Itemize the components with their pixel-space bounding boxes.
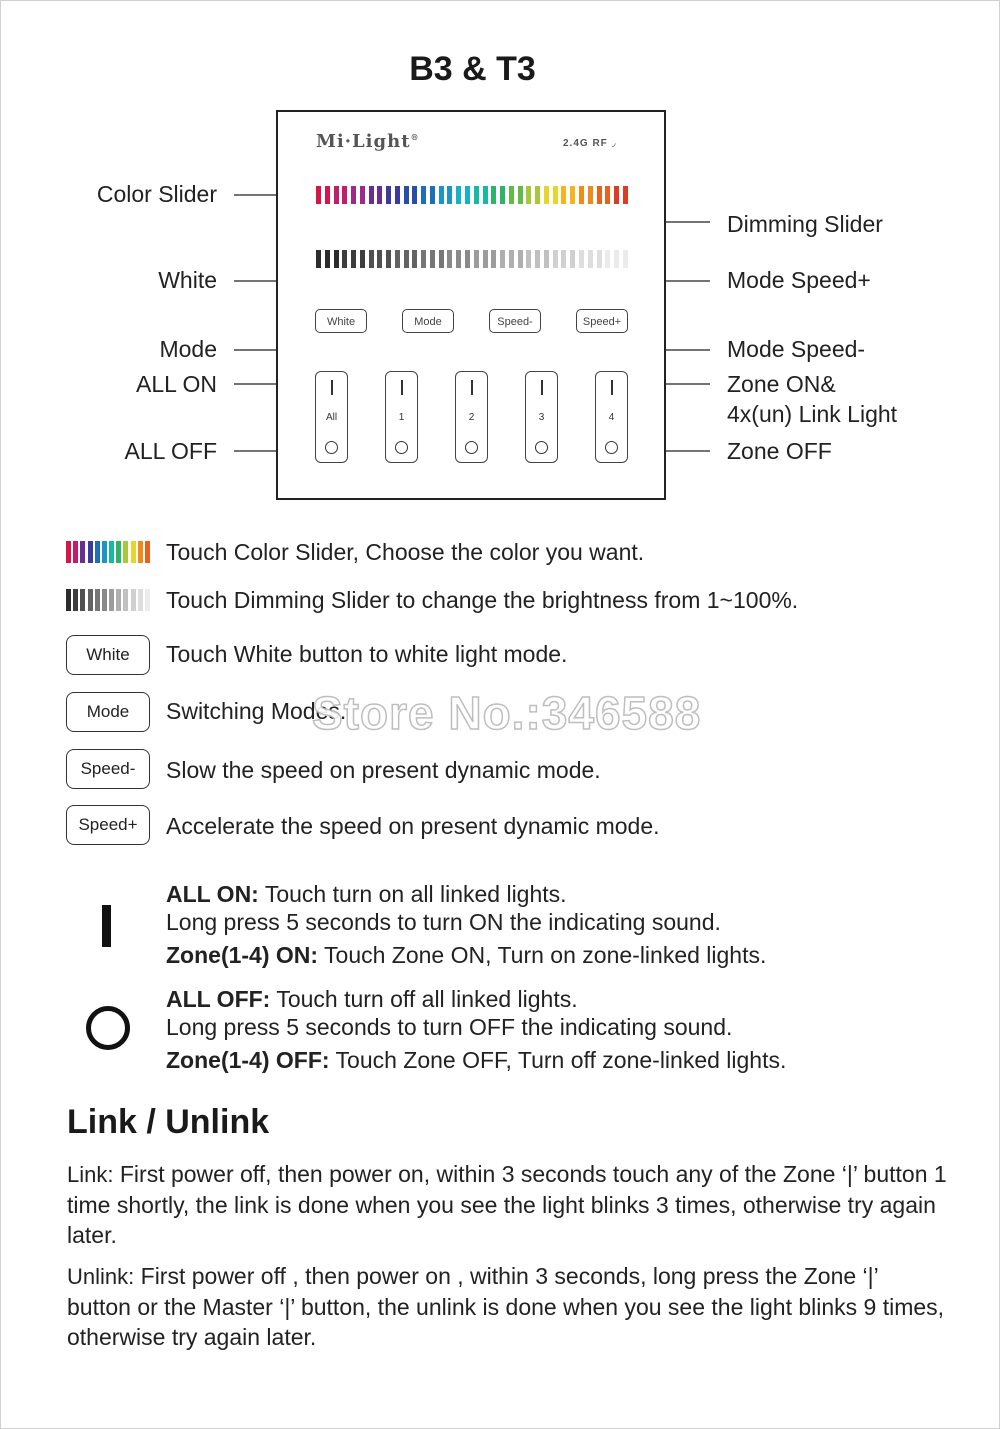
legend-speed-plus-text: Accelerate the speed on present dynamic mode. [166,813,660,839]
dimming-slider-segment [465,250,470,268]
dimming-slider-segment [342,250,347,268]
on-icon[interactable] [611,380,613,395]
dimming-strip-segment [116,589,121,611]
wifi-signal-icon: ◞ [611,138,617,149]
color-slider-segment [456,186,461,204]
zone-label: 3 [538,412,545,423]
color-strip-segment [73,541,78,563]
color-slider-segment [447,186,452,204]
dimming-slider-segment [500,250,505,268]
dimming-slider-segment [614,250,619,268]
callout-all-on: ALL ON [136,371,217,397]
color-slider-segment [325,186,330,204]
dimming-slider-segment [605,250,610,268]
legend-mode-button: Mode [66,692,150,732]
store-watermark: Store No.:346588 [312,687,702,739]
color-strip-segment [80,541,85,563]
speed-plus-button[interactable]: Speed+ [576,309,628,333]
zone-button-2[interactable] [455,371,488,463]
dimming-strip-segment [95,589,100,611]
dimming-slider-segment [518,250,523,268]
color-slider-segment [439,186,444,204]
zone-label: 4 [608,412,615,423]
color-slider-segment [369,186,374,204]
callout-zone-on-line1: Zone ON& [727,371,836,397]
color-slider-segment [535,186,540,204]
color-slider-segment [588,186,593,204]
color-strip-segment [102,541,107,563]
rf-label: 2.4G RF ◞ [563,138,617,149]
color-strip-segment [95,541,100,563]
dimming-slider-segment [588,250,593,268]
legend-speed-minus-button: Speed- [66,749,150,789]
dimming-slider-segment [316,250,321,268]
on-icon[interactable] [471,380,473,395]
color-slider-segment [351,186,356,204]
color-slider-segment [377,186,382,204]
dimming-slider-segment [404,250,409,268]
dimming-strip-segment [73,589,78,611]
dimming-slider-segment [509,250,514,268]
color-slider-segment [465,186,470,204]
color-slider-segment [395,186,400,204]
off-icon[interactable] [395,441,408,454]
legend-mode-text: Switching Modes. [166,698,347,724]
dimming-slider-segment [395,250,400,268]
legend-white-button: White [66,635,150,675]
color-slider-segment [570,186,575,204]
callout-dimming-slider: Dimming Slider [727,211,883,237]
color-slider-segment [474,186,479,204]
color-slider-segment [334,186,339,204]
dimming-slider-legend-icon [66,589,150,611]
color-slider-segment [614,186,619,204]
zone-button-4[interactable] [595,371,628,463]
zone-button-all[interactable] [315,371,348,463]
color-slider-segment [605,186,610,204]
dimming-strip-segment [88,589,93,611]
dimming-slider-segment [526,250,531,268]
callout-mode: Mode [159,336,217,362]
color-slider-segment [483,186,488,204]
dimming-slider-segment [421,250,426,268]
dimming-slider-segment [474,250,479,268]
white-button[interactable]: White [315,309,367,333]
dimming-slider-segment [439,250,444,268]
color-strip-segment [109,541,114,563]
color-slider-segment [360,186,365,204]
off-icon[interactable] [465,441,478,454]
dimming-strip-segment [66,589,71,611]
legend-dimming-slider-text: Touch Dimming Slider to change the brightness from 1~100%. [166,587,799,613]
color-slider-segment [623,186,628,204]
brand-logo: Mi·Light® [316,131,420,152]
dimming-slider-segment [351,250,356,268]
color-strip-segment [116,541,121,563]
dimming-slider-segment [597,250,602,268]
off-icon[interactable] [605,441,618,454]
dimming-strip-segment [145,589,150,611]
on-icon[interactable] [331,380,333,395]
dimming-slider-segment [430,250,435,268]
zone-label: 2 [468,412,475,423]
dimming-slider-segment [412,250,417,268]
dimming-slider-segment [570,250,575,268]
callout-mode-speed-plus: Mode Speed+ [727,267,871,293]
color-slider-segment [500,186,505,204]
color-slider-segment [544,186,549,204]
color-slider-segment [526,186,531,204]
color-slider-legend-icon [66,541,150,563]
dimming-slider-segment [544,250,549,268]
callout-zone-off: Zone OFF [727,438,832,464]
dimming-slider-segment [553,250,558,268]
dimming-slider-segment [491,250,496,268]
legend-white-text: Touch White button to white light mode. [166,641,568,667]
color-slider-segment [509,186,514,204]
legend-color-slider-text: Touch Color Slider, Choose the color you want. [166,539,645,565]
unlink-key: Unlink: [67,1264,135,1289]
color-strip-segment [66,541,71,563]
color-strip-segment [145,541,150,563]
legend-speed-plus-button: Speed+ [66,805,150,845]
all-off-description: ALL OFF: Touch turn off all linked lights. Long press 5 seconds to turn OFF the indicating sound. Zone(1-4) OFF: Touch Zone OFF, Turn off zone-linked lights. [166,986,787,1073]
link-paragraph: Link: First power off, then power on, within 3 seconds touch any of the Zone ‘|’ button 1 time shortly, the link is done when you see the light blinks 3 times, otherwise try again later. [67,1161,947,1248]
color-slider-segment [386,186,391,204]
legend-speed-minus-text: Slow the speed on present dynamic mode. [166,757,601,783]
dimming-slider-segment [561,250,566,268]
color-slider-segment [518,186,523,204]
off-icon[interactable] [325,441,338,454]
color-slider-segment [342,186,347,204]
dimming-slider-segment [386,250,391,268]
dimming-strip-segment [109,589,114,611]
callout-color-slider: Color Slider [96,181,217,207]
unlink-paragraph: Unlink: First power off , then power on , within 3 seconds, long press the Zone ‘|’ button or the Master ‘|’ button, the unlink is done when you see the light blinks 9 times, otherwise try again later. [67,1263,945,1350]
all-on-description: ALL ON: Touch turn on all linked lights. Long press 5 seconds to turn ON the indicating sound. Zone(1-4) ON: Touch Zone ON, Turn on zone-linked lights. [166,881,767,968]
dimming-slider-segment [579,250,584,268]
callout-zone-on-line2: 4x(un) Link Light [727,401,898,427]
mode-button[interactable]: Mode [402,309,454,333]
zone-button-1[interactable] [385,371,418,463]
dimming-slider-segment [360,250,365,268]
page-title: B3 & T3 [409,50,536,88]
speed-minus-button[interactable]: Speed- [489,309,541,333]
color-slider-segment [404,186,409,204]
dimming-slider-segment [377,250,382,268]
dimming-slider-segment [535,250,540,268]
zone-button-3[interactable] [525,371,558,463]
on-icon[interactable] [541,380,543,395]
color-slider-segment [491,186,496,204]
dimming-strip-segment [123,589,128,611]
on-bar-icon [102,905,111,947]
off-icon[interactable] [535,441,548,454]
dimming-strip-segment [102,589,107,611]
dimming-slider-segment [325,250,330,268]
dimming-strip-segment [80,589,85,611]
dimming-strip-segment [131,589,136,611]
color-strip-segment [138,541,143,563]
color-slider-segment [421,186,426,204]
dimming-slider-segment [456,250,461,268]
off-ring-icon [86,1006,130,1050]
dimming-strip-segment [138,589,143,611]
color-slider-segment [597,186,602,204]
link-key: Link: [67,1162,114,1187]
dimming-slider-segment [334,250,339,268]
callout-white: White [158,267,217,293]
color-strip-segment [88,541,93,563]
dimming-slider-segment [483,250,488,268]
dimming-slider-segment [623,250,628,268]
color-slider-segment [430,186,435,204]
on-icon[interactable] [401,380,403,395]
dimming-slider-segment [369,250,374,268]
color-slider-segment [412,186,417,204]
zone-label: All [325,412,338,423]
color-slider-segment [579,186,584,204]
color-slider-segment [561,186,566,204]
dimming-slider-segment [447,250,452,268]
color-slider-segment [553,186,558,204]
link-unlink-heading: Link / Unlink [67,1103,270,1141]
callout-all-off: ALL OFF [124,438,217,464]
callout-mode-speed-minus: Mode Speed- [727,336,866,362]
dimming-slider[interactable] [316,250,628,268]
color-strip-segment [131,541,136,563]
zone-label: 1 [398,412,405,423]
color-strip-segment [123,541,128,563]
color-slider[interactable] [316,186,628,204]
color-slider-segment [316,186,321,204]
